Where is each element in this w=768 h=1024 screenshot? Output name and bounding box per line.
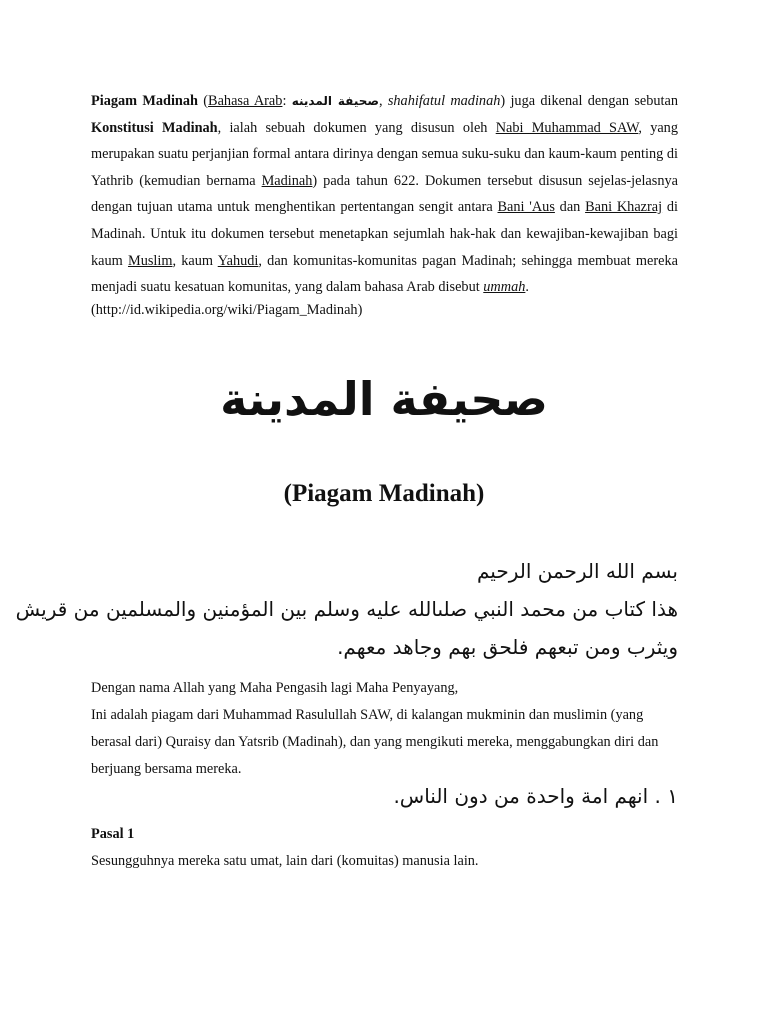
text-fragment: di Madinah. Untuk itu dokumen tersebut menetapkan sejumlah hak-hak dan kewajiban-kewajiban bagi kaum [91, 199, 678, 269]
article-heading: Pasal 1 [91, 826, 135, 842]
arabic-preamble-line: ويثرب ومن تبعهم فلحق بهم وجاهد معهم. [337, 635, 678, 659]
link-bani-aus[interactable]: Bani 'Aus [497, 199, 555, 216]
intro-paragraph [91, 88, 678, 321]
text-fragment: , yang merupakan suatu perjanjian formal antara dirinya dengan semua suku-suku dan kaum-kaum penting di Yathrib (kemudian bernama [91, 119, 678, 189]
arabic-title: صحيفة المدينة [220, 372, 548, 426]
text-fragment: ) juga dikenal dengan sebutan [500, 93, 679, 109]
arabic-preamble [15, 552, 678, 666]
article-text: Sesungguhnya mereka satu umat, lain dari (komuitas) manusia lain. [91, 853, 479, 869]
term-konstitusi-madinah: Konstitusi Madinah [91, 119, 218, 136]
text-fragment: dan [554, 199, 586, 216]
term-piagam-madinah: Piagam Madinah [91, 93, 198, 109]
text-fragment: . [525, 279, 529, 296]
arabic-term: صحيفة المدينه [291, 94, 379, 108]
text-fragment: ( [197, 93, 209, 109]
text-fragment: , kaum [172, 252, 218, 269]
link-muslim[interactable]: Muslim [127, 252, 173, 269]
document-subtitle: (Piagam Madinah) [283, 480, 485, 507]
source-url: (http://id.wikipedia.org/wiki/Piagam_Madinah) [91, 301, 363, 318]
text-fragment: ) pada tahun 622. Dokumen tersebut disusun sejelas-jelasnya dengan tujuan utama untuk menghentikan pertentangan sengit antara [91, 172, 678, 216]
translation-line: Ini adalah piagam dari Muhammad Rasulullah SAW, di kalangan mukminin dan muslimin (yang berasal dari) Quraisy dan Yatsrib (Madinah), dan yang mengikuti mereka, menggabungkan diri dan berjuang bersama mereka. [91, 707, 659, 777]
text-fragment: , [378, 93, 388, 109]
link-madinah[interactable]: Madinah [261, 172, 313, 189]
transliteration: shahifatul madinah [387, 93, 501, 109]
arabic-preamble-line: هذا كتاب من محمد النبي صلىالله عليه وسلم بين المؤمنين والمسلمين من قريش [15, 597, 678, 621]
text-fragment: , ialah sebuah dokumen yang disusun oleh [217, 119, 496, 136]
arabic-basmala: بسم الله الرحمن الرحيم [476, 559, 678, 583]
link-ummah[interactable]: ummah [483, 279, 526, 296]
link-yahudi[interactable]: Yahudi [217, 252, 259, 269]
text-fragment: , dan komunitas-komunitas pagan Madinah; sehingga membuat mereka menjadi suatu kesatuan komunitas, yang dalam bahasa Arab disebut [91, 252, 678, 296]
translation-line: Dengan nama Allah yang Maha Pengasih lagi Maha Penyayang, [91, 680, 459, 696]
link-nabi-muhammad[interactable]: Nabi Muhammad SAW [495, 119, 639, 136]
translation-paragraph [91, 675, 681, 783]
link-bani-khazraj[interactable]: Bani Khazraj [585, 199, 663, 216]
link-bahasa-arab[interactable]: Bahasa Arab [208, 93, 283, 109]
article-1-arabic: ١ . انهم امة واحدة من دون الناس. [393, 784, 678, 808]
text-fragment: : [282, 93, 292, 109]
